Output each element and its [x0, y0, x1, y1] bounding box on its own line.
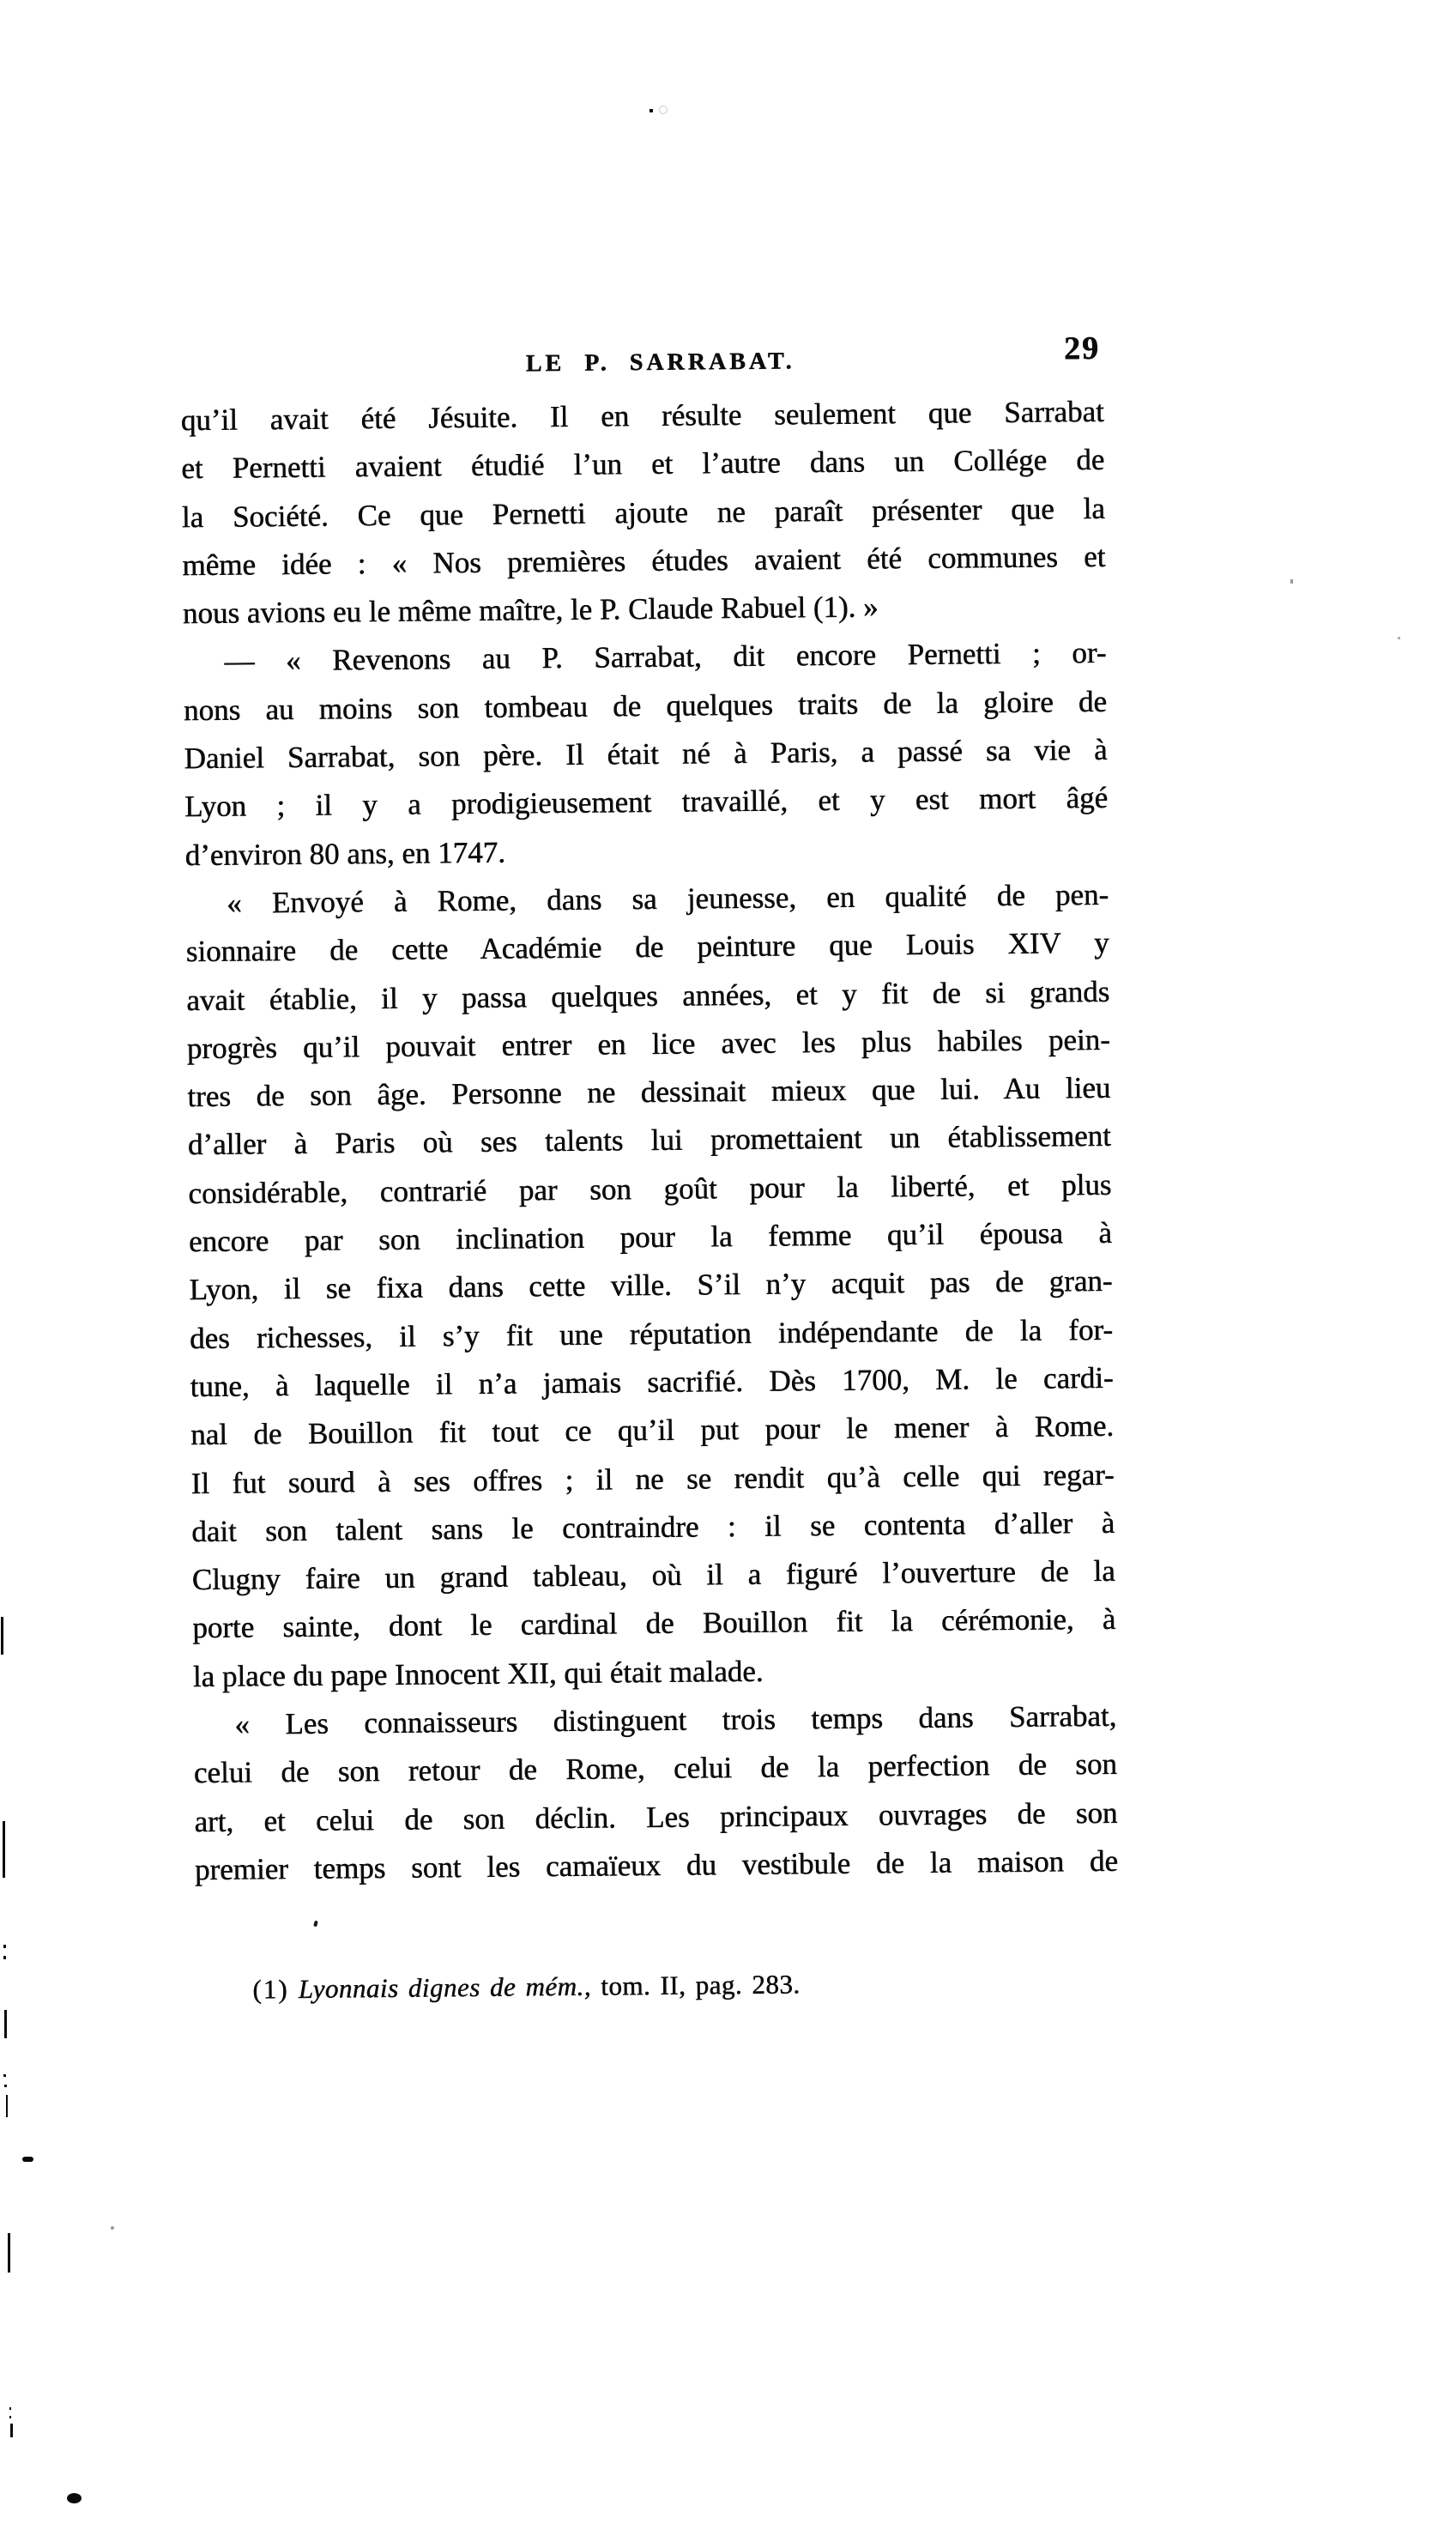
scan-artifact-margin-line — [8, 2233, 10, 2273]
text-line: progrès qu’il pouvait entrer en lice avec les plus habiles pein- — [186, 1022, 1110, 1065]
scan-artifact-margin-dot — [4, 2085, 7, 2087]
text-line: Lyon, il se fixa dans cette ville. S’il n’y acquit pas de gran- — [189, 1264, 1113, 1307]
text-line: qu’il avait été Jésuite. Il en résulte seulement que Sarrabat — [180, 394, 1104, 438]
text-line: « Les connaisseurs distinguent trois temps dans Sarrabat, — [234, 1698, 1117, 1741]
body-text — [181, 388, 1119, 1894]
text-line: d’environ 80 ans, en 1747. — [184, 835, 506, 872]
text-line: Il fut sourd à ses offres ; il ne se rendit qu’à celle qui regar- — [190, 1457, 1115, 1500]
text-line: et Pernetti avaient étudié l’un et l’autre dans un Collége de — [181, 443, 1105, 486]
text-line: Daniel Sarrabat, son père. Il était né à Paris, a passé sa vie à — [184, 732, 1108, 776]
scan-artifact-margin-line — [4, 2010, 7, 2038]
text-line: tune, à laquelle il n’a jamais sacrifié. Dès 1700, M. le cardi- — [190, 1360, 1114, 1403]
text-line: même idée : « Nos premières études avaient été communes et — [182, 539, 1106, 582]
text-line: encore par son inclination pour la femme qu’il épousa à — [188, 1215, 1113, 1259]
scan-artifact-faint-speck — [1290, 579, 1293, 584]
text-line: porte sainte, dont le cardinal de Bouillon fit la cérémonie, à — [192, 1602, 1116, 1645]
text-line: Clugny faire un grand tableau, où il a figuré l’ouverture de la — [191, 1553, 1115, 1597]
text-line: des richesses, il s’y fit une réputation indépendante de la for- — [189, 1312, 1114, 1355]
scan-artifact-ink-blob — [67, 2493, 82, 2503]
text-line: nal de Bouillon fit tout ce qu’il put pour le mener à Rome. — [190, 1408, 1115, 1452]
page-number: 29 — [1063, 330, 1101, 367]
running-head-title: LE P. SARRABAT. — [525, 348, 795, 378]
scan-artifact-margin-line — [3, 1821, 5, 1878]
scan-artifact-margin-dot — [3, 1945, 6, 1948]
scan-artifact-faint-dot — [111, 2226, 114, 2230]
scan-artifact-margin-dot — [3, 2074, 6, 2077]
footnote-work-title: Lyonnais dignes de mém., — [298, 1970, 592, 2004]
text-line: Lyon ; il y a prodigieusement travaillé, et y est mort âgé — [184, 781, 1109, 824]
footnote — [252, 1969, 800, 2005]
scan-artifact-faint-speck — [1398, 637, 1400, 639]
footnote-reference: tom. II, pag. 283. — [601, 1969, 800, 2001]
text-line: « Envoyé à Rome, dans sa jeunesse, en qualité de pen- — [226, 877, 1109, 920]
text-line: la Société. Ce que Pernetti ajoute ne paraît présenter que la — [181, 491, 1106, 534]
text-line: premier temps sont les camaïeux du vestibule de la maison de — [194, 1843, 1119, 1886]
text-line: dait son talent sans le contraindre : il se contenta d’aller à — [191, 1505, 1115, 1548]
scan-artifact-margin-dot — [9, 2407, 11, 2410]
text-line: art, et celui de son déclin. Les principaux ouvrages de son — [194, 1795, 1118, 1838]
text-line: d’aller à Paris où ses talents lui promettaient un établissement — [187, 1119, 1112, 1162]
text-line: — « Revenons au P. Sarrabat, dit encore Pernetti ; or- — [224, 636, 1107, 679]
text-line: celui de son retour de Rome, celui de la perfection de son — [193, 1746, 1118, 1790]
text-line: tres de son âge. Personne ne dessinait mieux que lui. Au lieu — [187, 1070, 1111, 1114]
text-line: avait établie, il y passa quelques années, et y fit de si grands — [186, 974, 1110, 1017]
scan-artifact-margin-dot — [9, 2416, 11, 2418]
text-line: nous avions eu le même maître, le P. Claude Rabuel (1). » — [182, 590, 879, 631]
scan-artifact-ring — [659, 106, 668, 114]
scan-artifact-margin-line — [10, 2424, 13, 2437]
scan-artifact-margin-line — [1, 1617, 3, 1655]
text-line: considérable, contrarié par son goût pour la liberté, et plus — [188, 1167, 1112, 1210]
footnote-marker: (1) — [252, 1973, 289, 2005]
scan-artifact-dash — [22, 2157, 33, 2162]
scan-artifact-speck — [649, 109, 653, 112]
text-line: nons au moins son tombeau de quelques traits de la gloire de — [183, 684, 1108, 727]
text-line: la place du pape Innocent XII, qui était malade. — [192, 1654, 764, 1693]
text-line: sionnaire de cette Académie de peinture que Louis XIV y — [185, 925, 1109, 969]
scan-artifact-margin-line — [6, 2095, 8, 2117]
scan-artifact-margin-dot — [3, 1956, 6, 1959]
